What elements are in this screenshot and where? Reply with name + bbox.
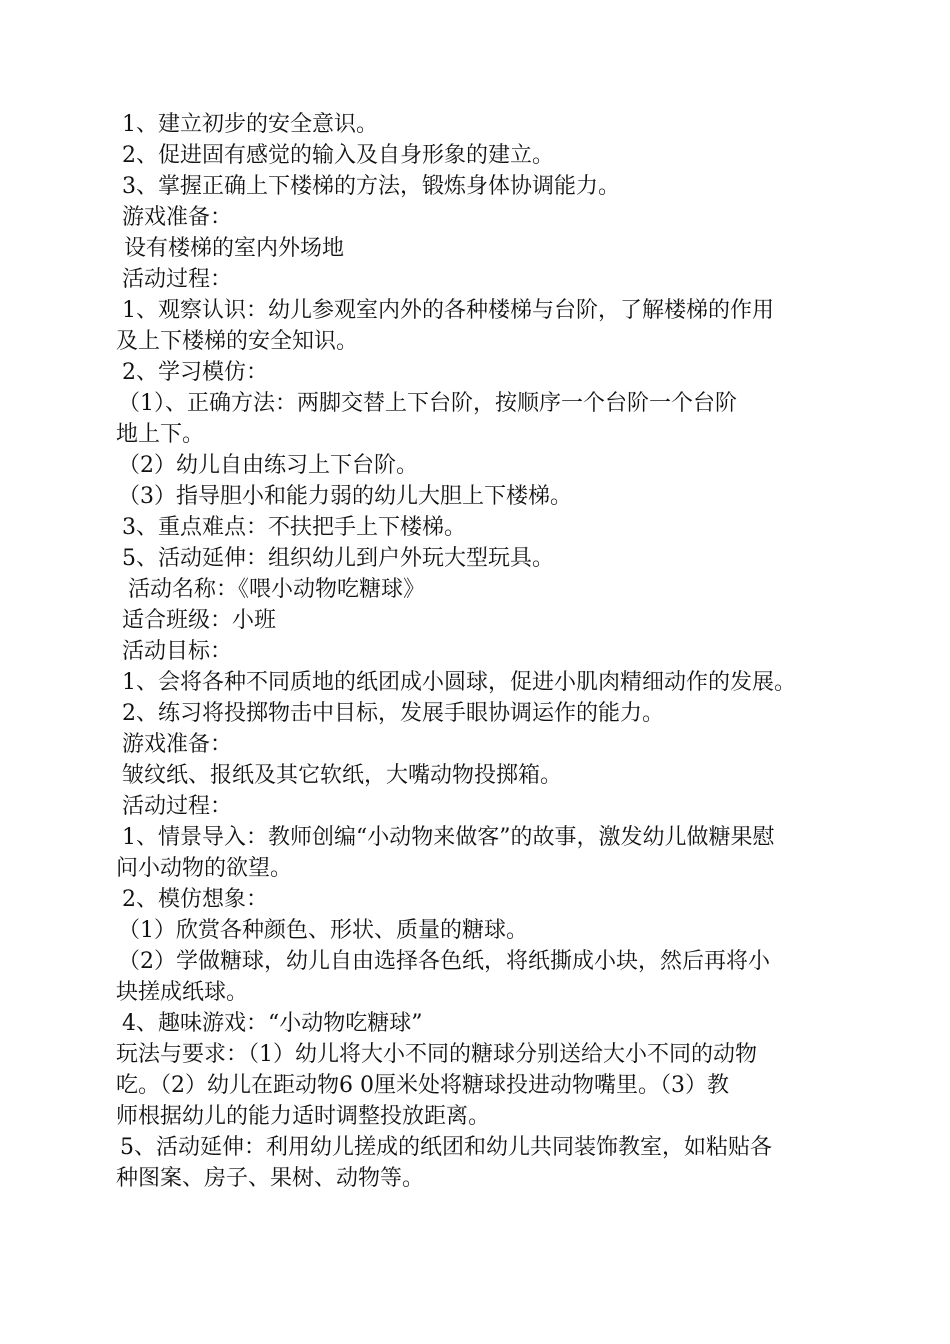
text-line: 活动过程： bbox=[122, 794, 233, 819]
text-line: 师根据幼儿的能力适时调整投放距离。 bbox=[116, 1104, 491, 1129]
text-line: 1、情景导入：教师创编“小动物来做客”的故事，激发幼儿做糖果慰 bbox=[122, 825, 775, 850]
text-line: 5、活动延伸：组织幼儿到户外玩大型玩具。 bbox=[122, 546, 554, 571]
text-line: 问小动物的欲望。 bbox=[116, 856, 293, 881]
text-line: 活动过程： bbox=[122, 267, 233, 292]
text-line: （2）幼儿自由练习上下台阶。 bbox=[118, 453, 418, 478]
text-line: 适合班级：小班 bbox=[122, 608, 277, 633]
text-line: 块搓成纸球。 bbox=[116, 980, 249, 1005]
text-line: 1、观察认识：幼儿参观室内外的各种楼梯与台阶，了解楼梯的作用 bbox=[122, 298, 774, 323]
text-line: 及上下楼梯的安全知识。 bbox=[116, 329, 359, 354]
text-line: 活动目标： bbox=[122, 639, 233, 664]
text-line: 玩法与要求：（1）幼儿将大小不同的糖球分别送给大小不同的动物 bbox=[116, 1042, 757, 1067]
text-line: 地上下。 bbox=[116, 422, 205, 447]
text-line: 2、促进固有感觉的输入及自身形象的建立。 bbox=[122, 143, 554, 168]
text-line: 种图案、房子、果树、动物等。 bbox=[116, 1166, 425, 1191]
text-line: 3、掌握正确上下楼梯的方法，锻炼身体协调能力。 bbox=[122, 174, 620, 199]
text-line: 吃。（2）幼儿在距动物6 0厘米处将糖球投进动物嘴里。（3）教 bbox=[116, 1073, 729, 1098]
text-line: 4、趣味游戏：“小动物吃糖球” bbox=[122, 1011, 423, 1036]
text-line: 活动名称：《喂小动物吃糖球》 bbox=[128, 577, 426, 602]
text-line: 皱纹纸、报纸及其它软纸，大嘴动物投掷箱。 bbox=[122, 763, 563, 788]
text-line: 游戏准备： bbox=[122, 205, 233, 230]
text-line: （2）学做糖球，幼儿自由选择各色纸，将纸撕成小块，然后再将小 bbox=[118, 949, 770, 974]
text-line: 2、学习模仿： bbox=[122, 360, 268, 385]
text-line: 1、建立初步的安全意识。 bbox=[122, 112, 378, 137]
text-line: 游戏准备： bbox=[122, 732, 233, 757]
text-line: 2、模仿想象： bbox=[122, 887, 268, 912]
text-line: （1）欣赏各种颜色、形状、质量的糖球。 bbox=[118, 918, 528, 943]
text-line: （1）、正确方法：两脚交替上下台阶，按顺序一个台阶一个台阶 bbox=[118, 391, 737, 416]
text-line: 3、重点难点：不扶把手上下楼梯。 bbox=[122, 515, 466, 540]
text-line: 1、会将各种不同质地的纸团成小圆球，促进小肌肉精细动作的发展。 bbox=[122, 670, 796, 695]
text-line: 5、活动延伸：利用幼儿搓成的纸团和幼儿共同装饰教室，如粘贴各 bbox=[120, 1135, 772, 1160]
text-line: 2、练习将投掷物击中目标，发展手眼协调运作的能力。 bbox=[122, 701, 664, 726]
text-line: （3）指导胆小和能力弱的幼儿大胆上下楼梯。 bbox=[118, 484, 572, 509]
text-line: 设有楼梯的室内外场地 bbox=[124, 236, 345, 261]
